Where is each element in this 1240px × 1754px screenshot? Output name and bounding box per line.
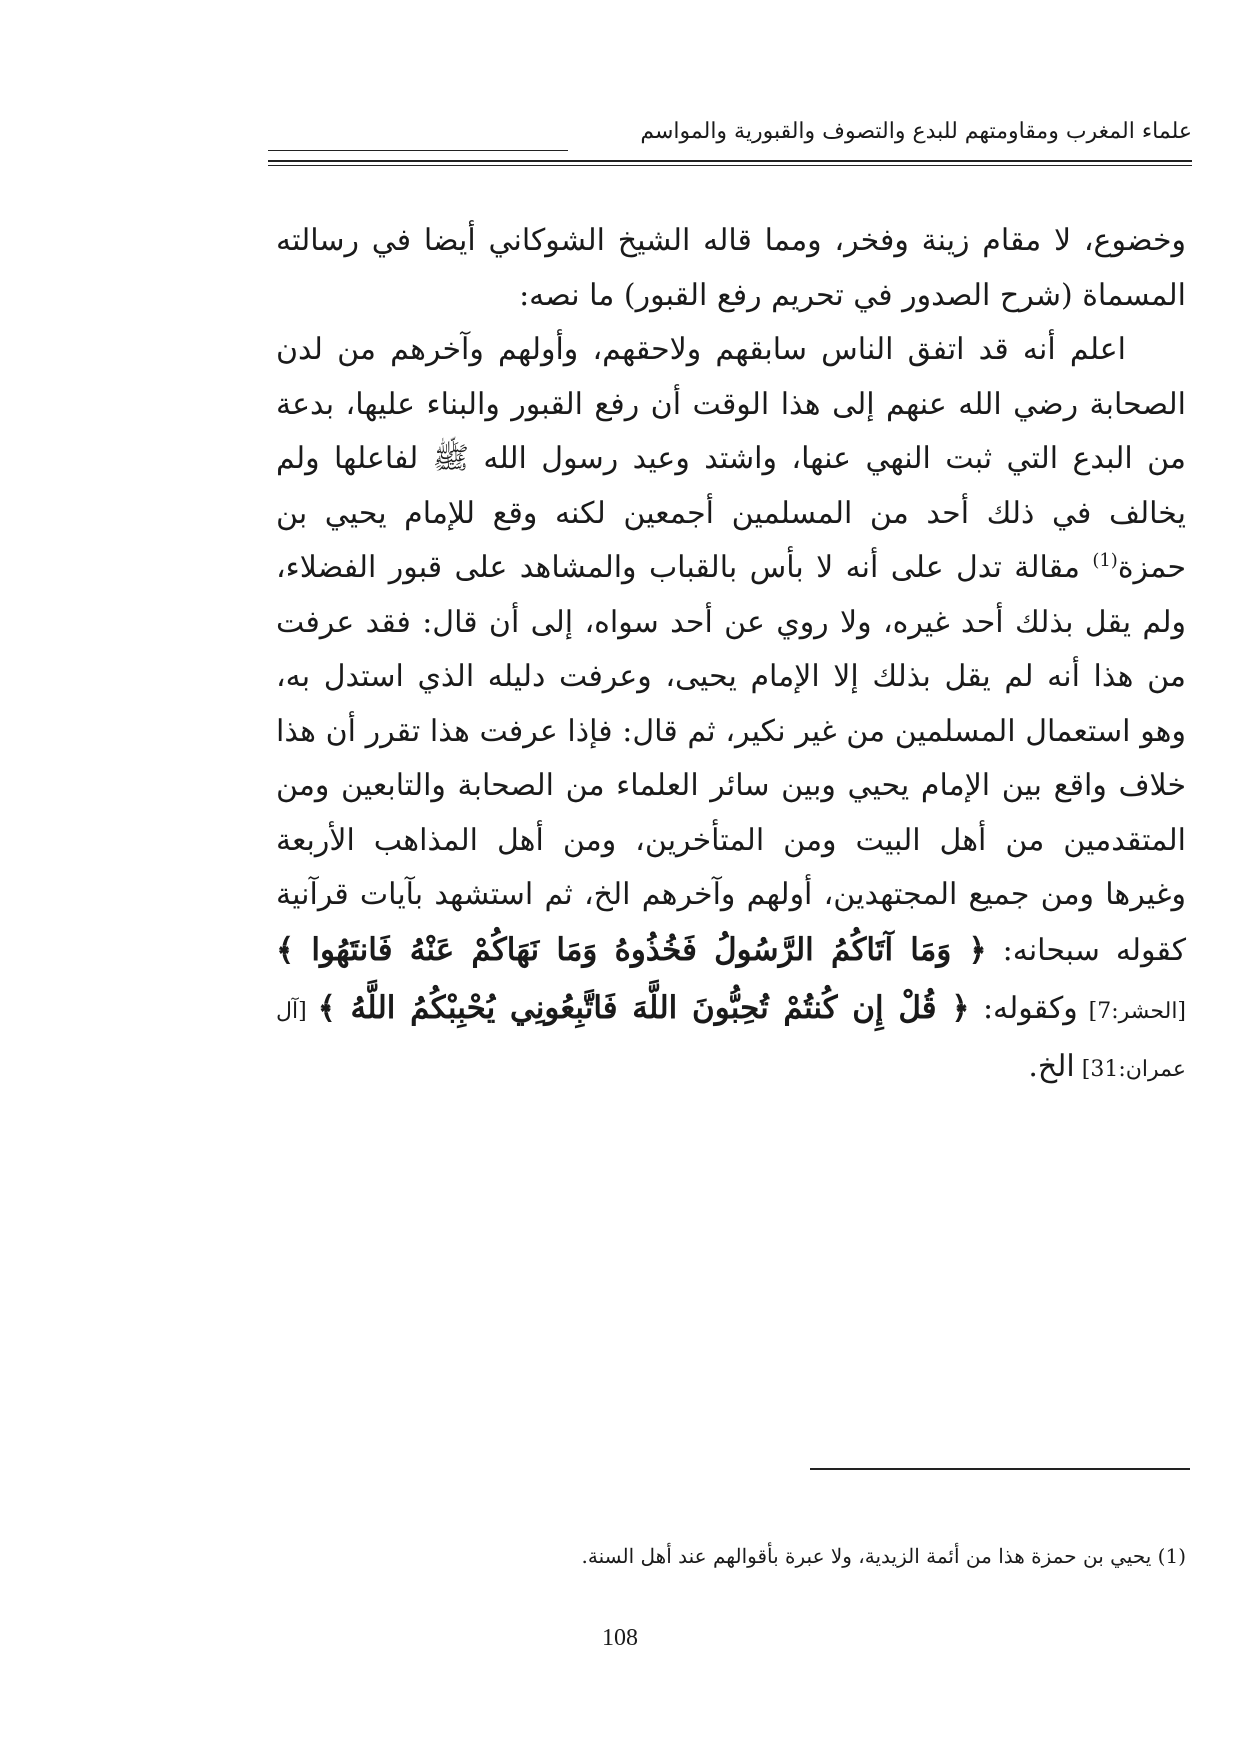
main-text <box>276 214 1186 1097</box>
page-number: 108 <box>602 1625 638 1651</box>
quran-verse-2: ﴿ قُلْ إِن كُنتُمْ تُحِبُّونَ اللَّهَ فَاتَّبِعُونِي يُحْبِبْكُمُ اللَّهُ ﴾ <box>317 990 970 1026</box>
header-rule-thick <box>268 160 1192 162</box>
paragraph-2-part-2: مقالة تدل على أنه لا بأس بالقباب والمشاهد على قبور الفضلاء، ولم يقل بذلك أحد غيره، ولا روي عن أحد سواه، إلى أن قال: فقد عرفت من هذا أنه لم يقل بذلك إلا الإمام يحيى، وعرفت دليله الذي استدل به، وهو استعمال المسلمين من غير نكير، ثم قال: فإذا عرفت هذا تقرر أن هذا خلاف واقع بين الإمام يحيي وبين سائر العلماء من الصحابة والتابعين ومن المتقدمين من أهل البيت ومن المتأخرين، ومن أهل المذاهب الأربعة وغيرها ومن جميع المجتهدين، أولهم وآخرهم الخ، ثم استشهد بآيات قرآنية كقوله سبحانه: <box>276 550 1187 968</box>
header-rule-thin <box>268 165 1192 166</box>
footnote-separator <box>810 1468 1190 1470</box>
connector-text: وكقوله: <box>969 991 1078 1026</box>
verse-reference-2: [آل عمران:31] <box>276 999 1186 1082</box>
header-short-rule <box>268 150 568 151</box>
ending-text: الخ. <box>1028 1048 1075 1084</box>
header-title: علماء المغرب ومقاومتهم للبدع والتصوف والقبورية والمواسم <box>640 119 1192 144</box>
verse-reference-1: [الحشر:7] <box>1077 999 1187 1024</box>
running-header <box>268 114 1192 168</box>
paragraph-1: وخضوع، لا مقام زينة وفخر، ومما قاله الشيخ الشوكاني أيضا في رسالته المسماة (شرح الصدور في تحريم رفع القبور) ما نصه: <box>276 223 1186 313</box>
footnote-text: (1) يحيي بن حمزة هذا من أئمة الزيدية، ولا عبرة بأقوالهم عند أهل السنة. <box>581 1544 1186 1568</box>
paragraph-2 <box>276 323 1186 1097</box>
paragraph-2-part-1: اعلم أنه قد اتفق الناس سابقهم ولاحقهم، وأولهم وآخرهم من لدن الصحابة رضي الله عنهم إلى هذا الوقت أن رفع القبور والبناء عليها، بدعة من البدع التي ثبت النهي عنها، واشتد وعيد رسول الله ﷺ لفاعلها ولم يخالف في ذلك أحد من المسلمين أجمعين لكنه وقع للإمام يحيي بن حمزة <box>276 332 1186 585</box>
footnote-marker: (1) <box>1092 550 1118 571</box>
quran-verse-1: ﴿ وَمَا آتَاكُمُ الرَّسُولُ فَخُذُوهُ وَمَا نَهَاكُمْ عَنْهُ فَانتَهُوا ﴾ <box>276 931 987 968</box>
